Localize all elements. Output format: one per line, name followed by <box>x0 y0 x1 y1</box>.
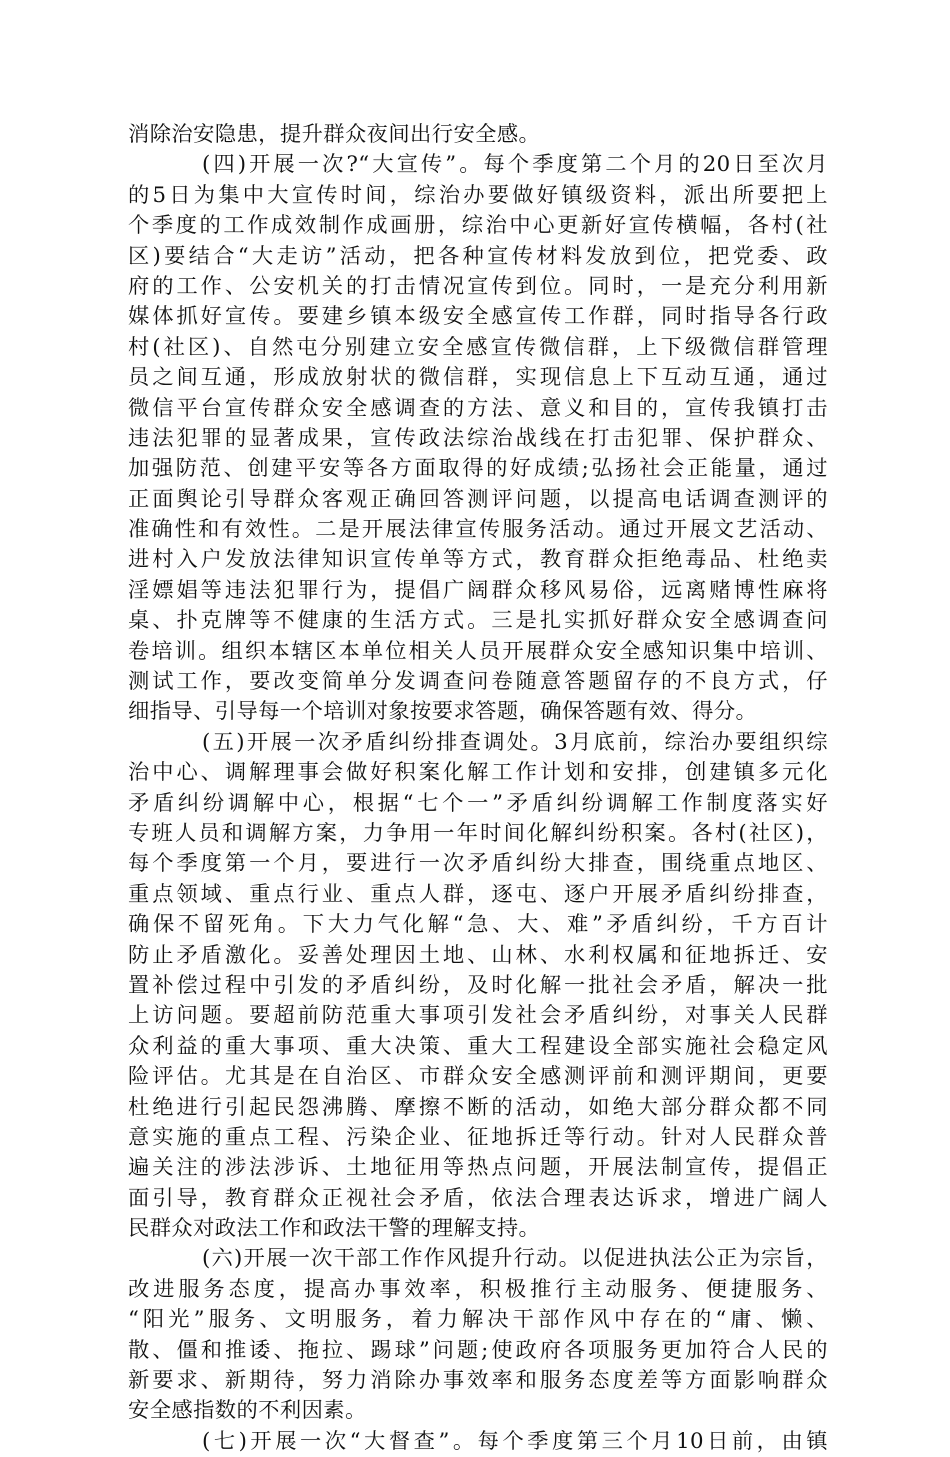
text-line: 的5日为集中大宣传时间，综治办要做好镇级资料，派出所要把上 <box>128 182 828 208</box>
text-line: 改进服务态度，提高办事效率，积极推行主动服务、便捷服务、 <box>128 1276 828 1302</box>
text-line: 区)要结合“大走访”活动，把各种宣传材料发放到位，把党委、政 <box>128 243 828 269</box>
text-line: 民群众对政法工作和政法干警的理解支持。 <box>128 1216 541 1242</box>
text-line: 杜绝进行引起民怨沸腾、摩擦不断的活动，如绝大部分群众都不同 <box>128 1094 828 1120</box>
text-line: 散、僵和推诿、拖拉、踢球”问题;使政府各项服务更加符合人民的 <box>128 1337 828 1363</box>
text-line: 确保不留死角。下大力气化解“急、大、难”矛盾纠纷，千方百计 <box>128 912 828 938</box>
text-line: 防止矛盾激化。妥善处理因土地、山林、水利权属和征地拆迁、安 <box>128 942 828 968</box>
text-line: 专班人员和调解方案，力争用一年时间化解纠纷积案。各村(社区)， <box>128 820 828 846</box>
text-line: 村(社区)、自然屯分别建立安全感宣传微信群，上下级微信群管理 <box>128 334 828 360</box>
text-line: 媒体抓好宣传。要建乡镇本级安全感宣传工作群，同时指导各行政 <box>128 304 828 330</box>
text-line: 矛盾纠纷调解中心，根据“七个一”矛盾纠纷调解工作制度落实好 <box>128 790 828 816</box>
text-line: 面引导，教育群众正视社会矛盾，依法合理表达诉求，增进广阔人 <box>128 1185 828 1211</box>
paragraph-first-line: (五)开展一次矛盾纠纷排查调处。3月底前，综治办要组织综 <box>202 729 828 755</box>
text-line: 重点领域、重点行业、重点人群，逐屯、逐户开展矛盾纠纷排查， <box>128 881 828 907</box>
paragraph-first-line: (四)开展一次?“大宣传”。每个季度第二个月的20日至次月 <box>202 152 828 178</box>
text-line: 险评估。尤其是在自治区、市群众安全感测评前和测评期间，更要 <box>128 1064 828 1090</box>
text-line: 安全感指数的不利因素。 <box>128 1398 367 1424</box>
text-line: 上访问题。要超前防范重大事项引发社会矛盾纠纷，对事关人民群 <box>128 1003 828 1029</box>
text-line: 准确性和有效性。二是开展法律宣传服务活动。通过开展文艺活动、 <box>128 517 828 543</box>
text-line: 卷培训。组织本辖区本单位相关人员开展群众安全感知识集中培训、 <box>128 638 828 664</box>
text-line: 置补偿过程中引发的矛盾纠纷，及时化解一批社会矛盾，解决一批 <box>128 972 828 998</box>
text-line: 每个季度第一个月，要进行一次矛盾纠纷大排查，围绕重点地区、 <box>128 851 828 877</box>
text-line: “阳光”服务、文明服务，着力解决干部作风中存在的“庸、懒、 <box>128 1307 828 1333</box>
text-line: 淫嫖娼等违法犯罪行为，提倡广阔群众移风易俗，远离赌博性麻将 <box>128 577 828 603</box>
text-line: 加强防范、创建平安等各方面取得的好成绩;弘扬社会正能量，通过 <box>128 456 828 482</box>
text-line: 细指导、引导每一个培训对象按要求答题，确保答题有效、得分。 <box>128 699 758 725</box>
text-line: 意实施的重点工程、污染企业、征地拆迁等行动。针对人民群众普 <box>128 1124 828 1150</box>
text-line: 治中心、调解理事会做好积案化解工作计划和安排，创建镇多元化 <box>128 760 828 786</box>
text-line: 进村入户发放法律知识宣传单等方式，教育群众拒绝毒品、杜绝卖 <box>128 547 828 573</box>
paragraph-first-line: (六)开展一次干部工作作风提升行动。以促进执法公正为宗旨， <box>202 1246 828 1272</box>
text-line: 新要求、新期待，努力消除办事效率和服务态度差等方面影响群众 <box>128 1368 828 1394</box>
document-body <box>128 120 828 1457</box>
text-line: 正面舆论引导群众客观正确回答测评问题，以提高电话调查测评的 <box>128 486 828 512</box>
text-line: 微信平台宣传群众安全感调查的方法、意义和目的，宣传我镇打击 <box>128 395 828 421</box>
text-line: 府的工作、公安机关的打击情况宣传到位。同时，一是充分利用新 <box>128 273 828 299</box>
text-line: 违法犯罪的显著成果，宣传政法综治战线在打击犯罪、保护群众、 <box>128 425 828 451</box>
paragraph-first-line: (七)开展一次“大督查”。每个季度第三个月10日前，由镇 <box>202 1428 828 1454</box>
text-line: 遍关注的涉法涉诉、土地征用等热点问题，开展法制宣传，提倡正 <box>128 1155 828 1181</box>
text-line: 员之间互通，形成放射状的微信群，实现信息上下互动互通，通过 <box>128 365 828 391</box>
text-line: 消除治安隐患，提升群众夜间出行安全感。 <box>128 122 541 147</box>
text-line: 个季度的工作成效制作成画册，综治中心更新好宣传横幅，各村(社 <box>128 213 828 239</box>
text-line: 众利益的重大事项、重大决策、重大工程建设全部实施社会稳定风 <box>128 1033 828 1059</box>
text-line: 测试工作，要改变简单分发调查问卷随意答题留存的不良方式，仔 <box>128 669 828 695</box>
text-line: 桌、扑克牌等不健康的生活方式。三是扎实抓好群众安全感调查问 <box>128 608 828 634</box>
